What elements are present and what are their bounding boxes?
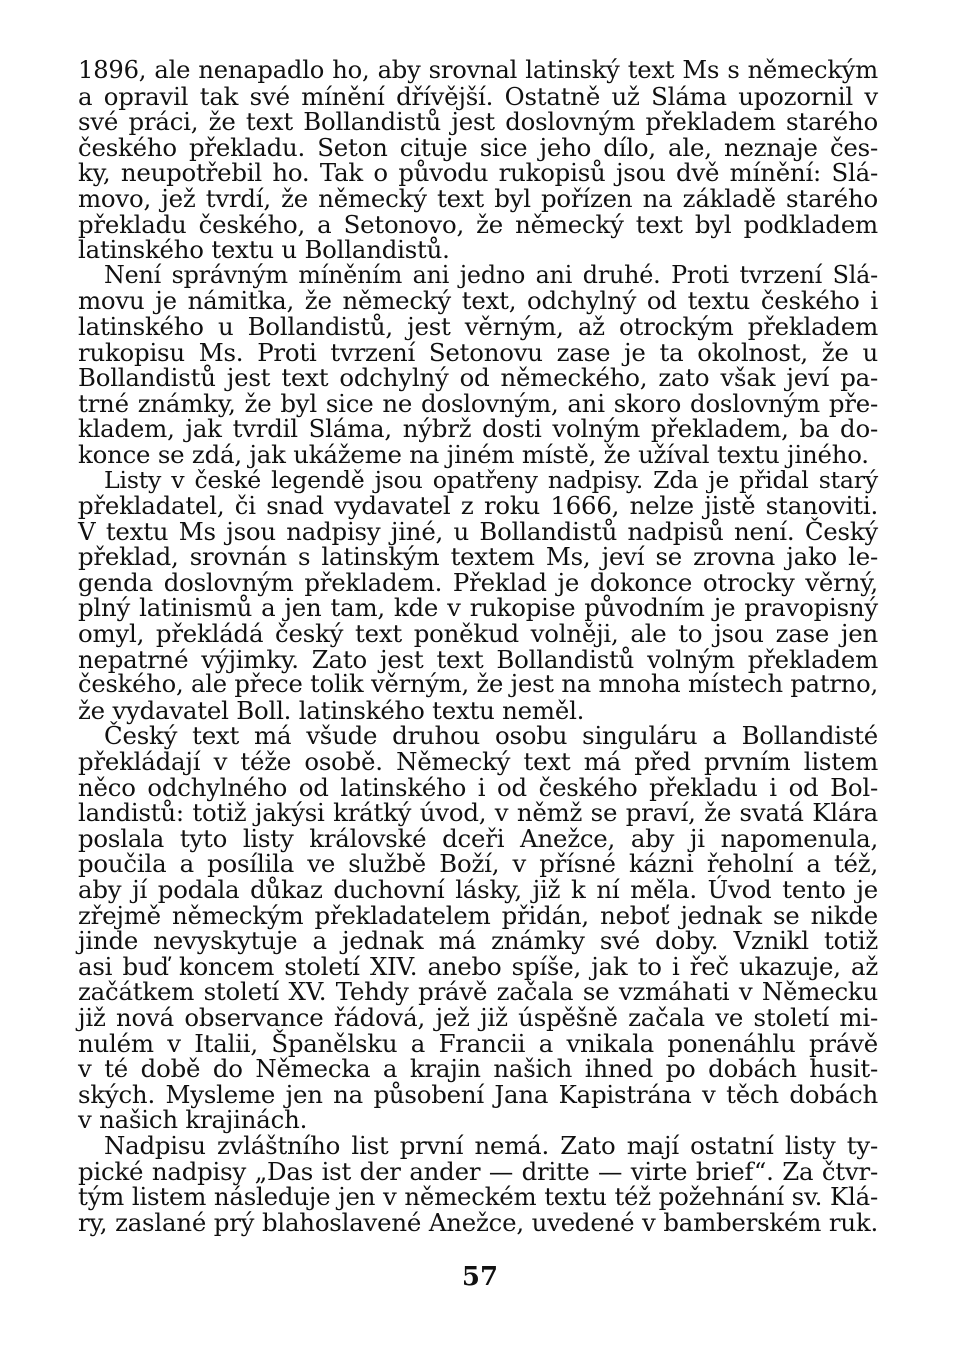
text-line: latinského u Bollandistů, jest věrným, až otrockým překladem (78, 311, 878, 341)
text-line: Není správným míněním ani jedno ani druhé. Proti tvrzení Slá- (104, 260, 878, 289)
text-line: Listy v české legendě jsou opatřeny nadpisy. Zda je přidal starý (104, 465, 878, 494)
text-line: 1896, ale nenapadlo ho, aby srovnal latinský text Ms s německým (78, 56, 878, 84)
text-line: Český text má všude druhou osobu singuláru a Bollandisté (104, 721, 878, 751)
text-line: překládají v téže osobě. Německý text má před prvním listem (78, 747, 878, 777)
text-line: ky, neupotřebil ho. Tak o původu rukopisů jsou dvě mínění: Slá- (78, 158, 878, 188)
text-line: movo, jež tvrdí, že německý text byl pořízen na základě starého (78, 183, 878, 213)
text-line: nulém v Italii, Španělsku a Francii a vnikala ponenáhlu právě (78, 1028, 878, 1058)
text-line: tým listem následuje jen v německém textu též požehnání sv. Klá- (78, 1182, 878, 1212)
text-line: poslala tyto listy královské dceři Anežce, aby ji napomenula, (78, 823, 878, 853)
text-line: V textu Ms jsou nadpisy jiné, u Bollandistů nadpisů není. Český (78, 516, 878, 546)
text-line: plný latinismů a jen tam, kde v rukopise původním je pravopisný (78, 593, 878, 623)
text-line: jinde nevyskytuje a jednak má známky své doby. Vznikl totiž (78, 926, 878, 956)
page-body-text (78, 58, 878, 1235)
text-line: omyl, překládá český text poněkud volněji, ale to jsou zase jen (78, 619, 878, 649)
text-line: českého, ale přece tolik věrným, že jest na mnoha místech patrno, (78, 670, 878, 699)
text-line: že vydavatel Boll. latinského textu neměl. (78, 695, 585, 725)
text-line: překladatel, či snad vydavatel z roku 1666, nelze jistě stanoviti. (78, 491, 878, 521)
text-line: genda doslovným překladem. Překlad je dokonce otrocky věrný, (78, 567, 878, 597)
text-line: českého překladu. Seton cituje sice jeho dílo, ale, neznaje čes- (78, 132, 878, 162)
text-line: ských. Mysleme jen na působení Jana Kapistrána v těch dobách (78, 1079, 878, 1109)
text-line: pické nadpisy „Das ist der ander — dritte — virte brief“. Za čtvr- (78, 1156, 878, 1186)
text-line: něco odchylného od latinského i od českého překladu i od Bol- (78, 772, 878, 802)
text-line: nepatrné výjimky. Zato jest text Bollandistů volným překladem (78, 644, 878, 674)
text-line: Bollandistů jest text odchylný od německého, zato však jeví pa- (78, 363, 878, 393)
text-line: své práci, že text Bollandistů jest doslovným překladem starého (78, 107, 878, 137)
text-line: kladem, jak tvrdil Sláma, nýbrž dosti volným překladem, ba do- (78, 414, 878, 444)
text-line: Nadpisu zvláštního list první nemá. Zato mají ostatní listy ty- (104, 1130, 878, 1160)
page-number: 57 (461, 1262, 499, 1292)
text-line: překladu českého, a Setonovo, že německý text byl podkladem (78, 209, 878, 239)
text-line: překlad, srovnán s latinským textem Ms, jeví se zrovna jako le- (78, 542, 878, 572)
text-line: a opravil tak své mínění dřívější. Ostatně už Sláma upozornil v (78, 81, 878, 111)
text-line: v té době do Německa a krajin našich ihned po dobách husit- (78, 1054, 878, 1084)
text-line: movu je námitka, že německý text, odchylný od textu českého i (78, 286, 878, 316)
text-line: rukopisu Ms. Proti tvrzení Setonovu zase je ta okolnost, že u (78, 337, 878, 367)
text-line: zřejmě německým překladatelem přidán, neboť jednak se nikde (78, 900, 878, 930)
text-line: začátkem století XV. Tehdy právě začala se vzmáhati v Německu (78, 977, 878, 1007)
text-line: latinského textu u Bollandistů. (78, 235, 450, 265)
text-line: aby jí podala důkaz duchovní lásky, již k ní měla. Úvod tento je (78, 875, 878, 904)
text-line: již nová observance řádová, jež již úspěšně začala ve století mi- (78, 1002, 878, 1032)
text-line: asi buď koncem století XIV. anebo spíše, jak to i řeč ukazuje, až (78, 951, 878, 981)
text-line: poučila a posílila ve službě Boží, v přísné kázni řeholní a též, (78, 849, 878, 879)
text-line: landistů: totiž jakýsi krátký úvod, v němž se praví, že svatá Klára (78, 798, 878, 828)
text-line: v našich krajinách. (78, 1105, 308, 1135)
text-line: trné známky, že byl sice ne doslovným, ani skoro doslovným pře- (78, 388, 878, 418)
text-line: ry, zaslané prý blahoslavené Anežce, uvedené v bamberském ruk. (78, 1207, 878, 1237)
text-line: konce se zdá, jak ukážeme na jiném místě, že užíval textu jiného. (78, 439, 869, 469)
